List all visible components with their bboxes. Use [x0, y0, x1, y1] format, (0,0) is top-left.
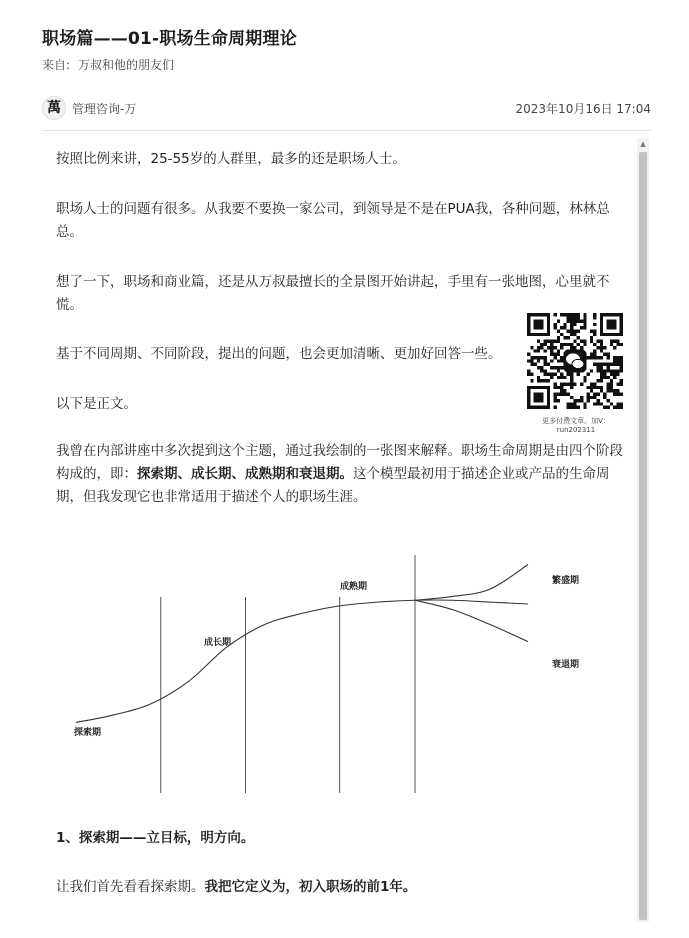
qr-caption-id: run202311 [556, 426, 596, 434]
paragraph-6-stages: 探索期、成长期、成熟期和衰退期。 [137, 466, 353, 482]
career-curve [76, 600, 528, 722]
paragraph-7-definition: 我把它定义为，初入职场的前1年。 [204, 879, 417, 895]
scrollbar[interactable] [637, 138, 649, 922]
qr-caption-text: 更多付费文章。加V： [542, 417, 610, 425]
article-source [42, 56, 174, 73]
label-growth: 成长期 [204, 638, 232, 648]
scroll-up-icon[interactable]: ▲ [640, 140, 646, 148]
career-lifecycle-chart [56, 545, 634, 805]
paragraph-6 [56, 440, 626, 509]
paragraph-7 [56, 876, 626, 899]
scroll-thumb[interactable] [639, 152, 647, 920]
source-name-link[interactable]: 万叔和他的朋友们 [78, 58, 175, 72]
avatar[interactable]: 萬 [42, 96, 66, 120]
paragraph-2: 职场人士的问题有很多。从我要不要换一家公司，到领导是不是在PUA我，各种问题，林林总总。 [56, 201, 610, 240]
label-maturity: 成熟期 [340, 582, 368, 592]
label-prosperity: 繁盛期 [552, 576, 580, 586]
author-name[interactable]: 管理咨询-万 [72, 102, 137, 116]
decline-branch [415, 600, 528, 641]
paragraph-5: 以下是正文。 [56, 396, 137, 412]
label-decline: 衰退期 [552, 660, 580, 670]
qr-code[interactable] [520, 313, 630, 409]
chart-series [76, 565, 528, 723]
label-exploration: 探索期 [74, 728, 102, 738]
stage-dividers [161, 555, 415, 793]
paragraph-3: 想了一下，职场和商业篇，还是从万叔最擅长的全景图开始讲起，手里有一张地图，心里就不慌。 [56, 274, 610, 313]
prosperity-branch [415, 565, 528, 601]
paragraph-6-text-c: 这个模型最初用于描述企业或产品的生命周期，但我发现它也非常适用于描述个人的职场生涯。 [56, 466, 610, 505]
author-row [42, 96, 651, 120]
section-heading-1: 1、探索期——立目标，明方向。 [56, 830, 255, 846]
paragraph-4: 基于不同周期、不同阶段，提出的问题，也会更加清晰、更加好回答一些。 [56, 346, 502, 362]
paragraph-6-text-a: 我曾在内部讲座中多次提到这个主题，通过我绘制的一张图来解释。职场生命周期是由四个阶段构成的，即： [56, 443, 623, 482]
qr-code-block [520, 313, 630, 434]
qr-caption [520, 416, 630, 434]
paragraph-1: 按照比例来讲，25-55岁的人群里，最多的还是职场人士。 [56, 151, 406, 167]
source-label: 来自: [42, 58, 71, 72]
article-title: 职场篇——01-职场生命周期理论 [42, 29, 297, 49]
stage-labels [74, 574, 579, 738]
header-divider [42, 130, 651, 131]
post-date: 2023年10月16日 17:04 [515, 102, 651, 116]
paragraph-7-text-a: 让我们首先看看探索期。 [56, 879, 205, 895]
